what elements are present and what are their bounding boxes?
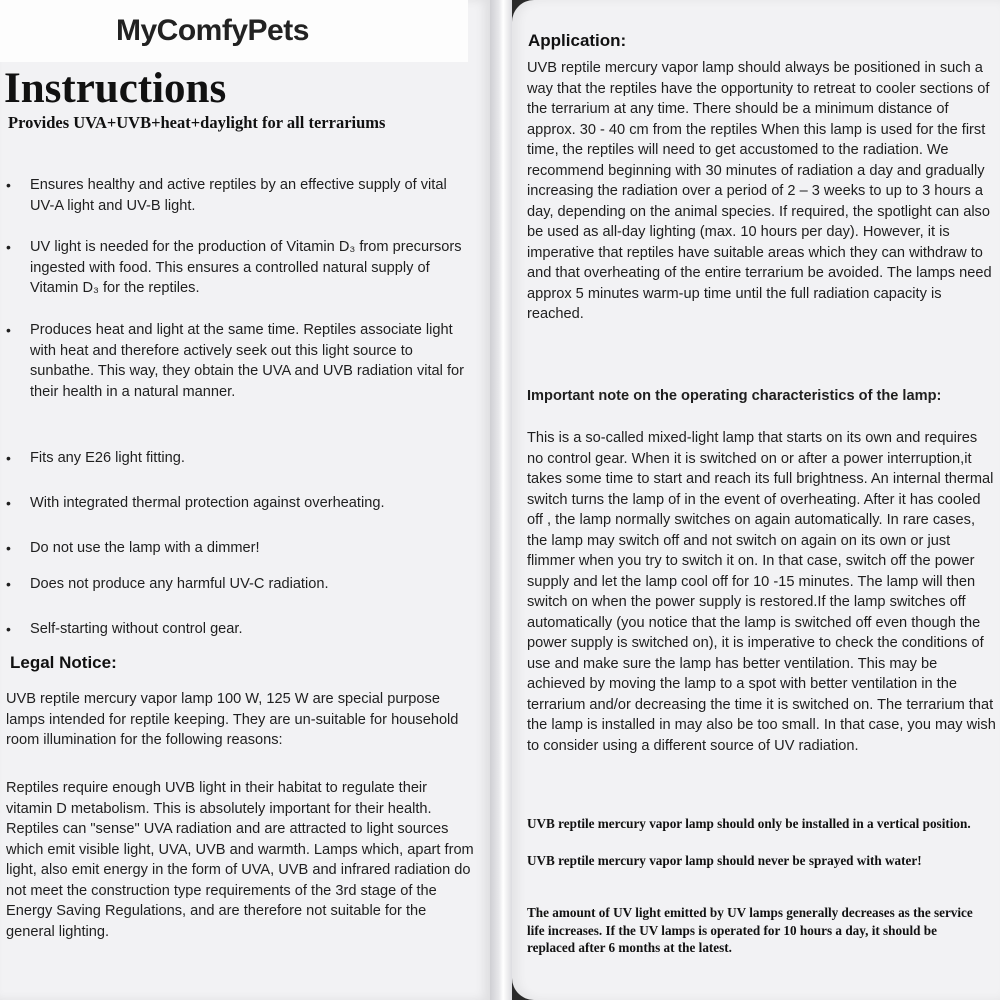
bullet-dot-icon: •: [6, 621, 11, 637]
legal-notice-paragraph: UVB reptile mercury vapor lamp 100 W, 125 W are special purpose lamps intended for reptile keeping. They are un-suitable for household room illumination for the following reasons:: [6, 691, 459, 748]
bullet-dot-icon: •: [6, 576, 11, 592]
brand-logo: [116, 14, 309, 48]
brand-name: MyComfyPets: [116, 14, 309, 47]
bullet-item: • Does not produce any harmful UV-C radiation.: [30, 574, 470, 595]
legal-notice-heading: Legal Notice:: [10, 653, 117, 672]
bullet-dot-icon: •: [6, 322, 11, 338]
bullet-dot-icon: •: [6, 450, 11, 466]
application-heading: Application:: [528, 31, 627, 50]
legal-notice-paragraph: Reptiles require enough UVB light in their habitat to regulate their vitamin D metabolism. This is absolutely important for their health. Reptiles can "sense" UVA radiation and are attracted to light sources which emit visible light, UVA, UVB and warmth. Lamps which, apart from light, also emit energy in the form of UVA, UVB and infrared radiation do not meet the construction type requirements of the 3rd stage of the Energy Saving Regulations, and are therefore not suitable for the general lighting.: [6, 780, 474, 940]
application-text: UVB reptile mercury vapor lamp should always be positioned in such a way that the reptiles have the opportunity to retreat to cooler sections of the terrarium at any time. There should be a minimum distance of approx. 30 - 40 cm from the reptiles When this lamp is used for the first time, the reptiles will need to get accustomed to the radiation. We recommend beginning with 30 minutes of radiation a day and gradually increasing the radiation over a period of 2 – 3 weeks to up to 3 hours a day, depending on the animal species. If required, the spotlight can also be used as all-day lighting (max. 10 hours per day). However, it is imperative that reptiles have suitable areas which they can withdraw to and that overheating of the entire terrarium be avoided. The lamps need approx 5 minutes warm-up time until the full radiation capacity is reached.: [527, 60, 992, 322]
page-subtitle: Provides UVA+UVB+heat+daylight for all terrariums: [8, 113, 386, 132]
bullet-item: • Ensures healthy and active reptiles by an effective supply of vital UV-A light and UV-B light.: [6, 177, 447, 214]
bullet-dot-icon: •: [6, 495, 11, 511]
brand-header: [0, 0, 468, 62]
important-note-text: This is a so-called mixed-light lamp that starts on its own and requires no control gear. When it is switched on or after a power interruption,it takes some time to start and reach its full brightness. An internal thermal switch turns the lamp of in the event of overheating. After it has cooled off , the lamp normally switches on again automatically. In rare cases, the lamp may switch off and not switch on again on its own or just flimmer when you try to switch it on. In that case, switch off the power supply and let the lamp cool off for 10 -15 minutes. The lamp will then switch on when the power supply is restored.If the lamp switches off automatically (you notice that the lamp is switched off even though the power supply is switched on), it is imperative to check the conditions of use and make sure the lamp has better ventilation. This may be achieved by moving the lamp to a spot with better ventilation in the terrarium and/or decreasing the time it is switched on. The terrarium that the lamp is installed in may also be too small. In that case, you may wish to consider using a different source of UV radiation.: [527, 430, 996, 754]
lifetime-note: The amount of UV light emitted by UV lamps generally decreases as the service life increases. If the UV lamps is operated for 10 hours a day, it should be replaced after 6 months at the latest.: [527, 905, 973, 955]
warning-vertical-position: UVB reptile mercury vapor lamp should only be installed in a vertical position.: [527, 816, 971, 831]
bullet-dot-icon: •: [6, 177, 11, 193]
warning-no-spray: UVB reptile mercury vapor lamp should never be sprayed with water!: [527, 853, 922, 868]
important-note-heading: Important note on the operating characteristics of the lamp:: [527, 388, 942, 404]
bullet-item: • Self-starting without control gear.: [30, 619, 470, 640]
bullet-item: • With integrated thermal protection against overheating.: [30, 493, 470, 514]
bullet-item: • Do not use the lamp with a dimmer!: [30, 538, 470, 559]
page-fold: [490, 0, 512, 1000]
bullet-item: • Produces heat and light at the same time. Reptiles associate light with heat and therefore actively seek out this light source to sunbathe. This way, they obtain the UVA and UVB radiation vital for their health in a natural manner.: [6, 322, 465, 400]
bullet-item: • Fits any E26 light fitting.: [30, 448, 470, 469]
page-title: Instructions: [4, 65, 227, 112]
bullet-item: • UV light is needed for the production of Vitamin D₃ from precursors ingested with food. This ensures a controlled natural supply of Vitamin D₃ for the reptiles.: [6, 239, 462, 296]
bullet-dot-icon: •: [6, 540, 11, 556]
bullet-dot-icon: •: [6, 239, 11, 255]
